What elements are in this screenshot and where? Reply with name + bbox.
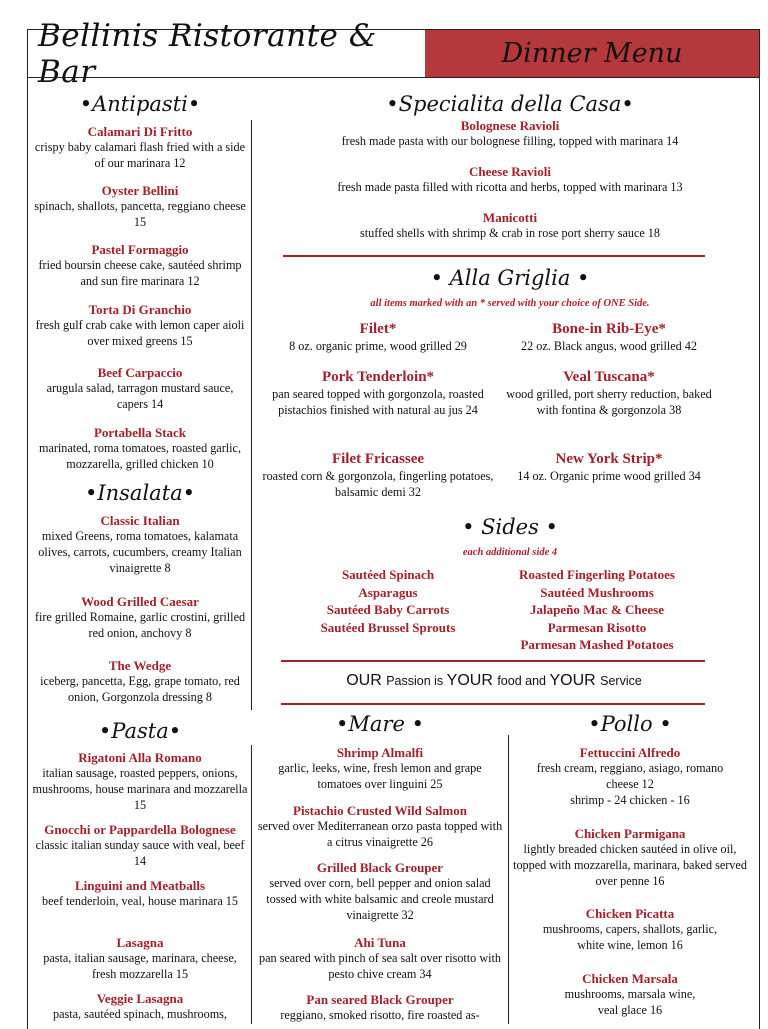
menu-item [496,320,722,354]
item-name: Fettuccini Alfredo [579,745,681,760]
item-name: Rigatoni Alla Romano [78,750,202,765]
item-desc: mushrooms, capers, shallots, garlic, white wine, lemon 16 [542,922,718,952]
mare-pollo-divider [508,735,509,1024]
item-name: Oyster Bellini [101,183,179,198]
menu-item [30,878,250,909]
side-item: Parmesan Mashed Potatoes [520,637,674,652]
item-desc: wood grilled, port sherry reduction, baked with fontina & gorgonzola 38 [506,387,712,417]
item-desc: pasta, sautéed spinach, mushrooms, [53,1007,227,1021]
item-desc: mushrooms, marsala wine, veal glace 16 [564,987,696,1017]
sides-title: • Sides • [462,515,558,539]
item-name: Chicken Picatta [585,906,675,921]
menu-item [510,745,750,808]
item-desc: classic italian sunday sauce with veal, beef 14 [35,838,245,868]
menu-item [30,822,250,869]
menu-item [30,513,250,576]
menu-item [30,991,250,1022]
menu-item [262,368,494,418]
menu-item [510,906,750,953]
item-desc: stuffed shells with shrimp & crab in rose port sherry sauce 18 [360,226,660,240]
menu-item [510,826,750,889]
item-name: Lasagna [116,935,164,950]
menu-label-banner: Dinner Menu [425,30,759,77]
section-divider [281,660,705,662]
menu-item [262,320,494,354]
item-desc: beef tenderloin, veal, house marinara 15 [42,894,238,908]
item-desc: garlic, leeks, wine, fresh lemon and grape tomatoes over linguini 25 [278,761,482,791]
menu-item [30,935,250,982]
item-desc: arugula salad, tarragon mustard sauce, capers 14 [46,381,234,411]
item-desc: reggiano, smoked risotto, fire roasted as- [280,1008,480,1022]
item-desc: fresh made pasta filled with ricotta and herbs, topped with marinara 13 [337,180,683,194]
restaurant-title: Bellinis Ristorante & Bar [38,17,377,90]
passion-tagline: OUR Passion is YOUR food and YOUR Service [346,672,642,689]
item-name: New York Strip* [555,451,663,467]
item-desc: fresh gulf crab cake with lemon caper aioli over mixed greens 15 [35,318,245,348]
menu-item [30,425,250,472]
item-name: The Wedge [108,658,172,673]
side-item: Sautéed Baby Carrots [326,602,450,617]
pollo-title: •Pollo • [588,712,672,736]
item-name: Ahi Tuna [354,935,406,950]
menu-item [260,164,760,195]
item-desc: served over corn, bell pepper and onion salad tossed with white balsamic and creole mustard vinaigrette 32 [266,876,494,922]
side-item: Jalapeño Mac & Cheese [530,602,664,617]
item-name: Torta Di Granchio [88,302,192,317]
side-item: Sautéed Spinach [341,567,435,582]
menu-item [30,124,250,171]
mare-title: •Mare • [336,712,424,736]
item-name: Chicken Parmigana [574,826,686,841]
item-desc: pasta, italian sausage, marinara, cheese, fresh mozzarella 15 [43,951,237,981]
item-desc: italian sausage, roasted peppers, onions, mushrooms, house marinara and mozzarella 15 [32,766,248,812]
item-desc: iceberg, pancetta, Egg, grape tomato, red onion, Gorgonzola dressing 8 [40,674,240,704]
item-desc: fresh cream, reggiano, asiago, romano cheese 12 [536,761,724,791]
item-name: Wood Grilled Caesar [81,594,199,609]
left-column-divider [251,120,252,710]
item-desc: spinach, shallots, pancetta, reggiano cheese 15 [34,199,246,229]
menu-item [255,745,505,792]
menu-item [496,450,722,484]
side-item: Roasted Fingerling Potatoes [519,567,675,582]
menu-item [255,992,505,1023]
item-name: Pastel Formaggio [91,242,189,257]
item-name: Chicken Marsala [582,971,678,986]
section-divider [283,255,705,257]
antipasti-title: •Antipasti• [79,92,201,116]
item-name: Beef Carpaccio [97,365,183,380]
sides-left-list [283,566,493,636]
menu-item [30,183,250,230]
item-name: Manicotti [482,210,538,225]
menu-item [510,971,750,1018]
item-desc: pan seared topped with gorgonzola, roasted pistachios finished with natural au jus 24 [272,387,484,417]
menu-item [30,594,250,641]
item-name: Veggie Lasagna [96,991,184,1006]
menu-item [255,860,505,923]
menu-item [255,935,505,982]
item-name: Classic Italian [100,513,180,528]
item-desc: pan seared with pinch of sea salt over risotto with pesto chive cream 34 [259,951,501,981]
item-desc: crispy baby calamari flash fried with a side of our marinara 12 [34,140,246,170]
item-desc: lightly breaded chicken sautéed in olive oil, topped with mozzarella, marinara, baked served over penne 16 [513,842,747,888]
sides-note: each additional side 4 [462,547,558,558]
item-desc: 22 oz. Black angus, wood grilled 42 [520,339,697,353]
item-name: Shrimp Almalfi [336,745,424,760]
item-name: Cheese Ravioli [469,164,551,179]
menu-item [30,658,250,705]
item-desc: marinated, roma tomatoes, roasted garlic, mozzarella, grilled chicken 10 [38,441,242,471]
item-name: Filet Fricassee [331,451,425,467]
item-name: Pan seared Black Grouper [306,992,454,1007]
item-name: Bolognese Ravioli [460,118,560,133]
menu-item [30,302,250,349]
side-item: Sautéed Brussel Sprouts [320,619,456,635]
item-desc: 14 oz. Organic prime wood grilled 34 [517,469,701,483]
section-divider [281,703,705,705]
item-name: Grilled Black Grouper [316,860,444,875]
header-divider [28,77,759,78]
item-desc: fire grilled Romaine, garlic crostini, grilled red onion, anchovy 8 [34,610,246,640]
item-name: Calamari Di Fritto [87,124,193,139]
item-name: Bone-in Rib-Eye* [552,321,666,337]
menu-item [30,242,250,289]
pasta-title: •Pasta• [98,719,182,743]
item-name: Gnocchi or Pappardella Bolognese [44,822,236,837]
menu-item [30,365,250,412]
menu-item [260,210,760,241]
item-name: Filet* [359,321,397,337]
item-desc: served over Mediterranean orzo pasta topped with a citrus vinaigrette 26 [257,819,503,849]
item-desc: roasted corn & gorgonzola, fingerling potatoes, balsamic demi 32 [262,469,494,499]
item-desc: fried boursin cheese cake, sautéed shrimp and sun fire marinara 12 [38,258,242,288]
item-name: Veal Tuscana* [563,369,655,385]
menu-item [496,368,722,418]
item-desc: mixed Greens, roma tomatoes, kalamata olives, carrots, cucumbers, creamy Italian vinaigrette 8 [38,529,242,575]
item-desc: 8 oz. organic prime, wood grilled 29 [289,339,467,353]
sides-right-list [490,566,704,654]
menu-item [255,803,505,850]
side-item: Parmesan Risotto [547,619,647,635]
item-name: Linguini and Meatballs [74,878,206,893]
specialita-title: •Specialita della Casa• [386,92,634,116]
side-item: Sautéed Mushrooms [540,584,654,600]
menu-item [260,118,760,149]
item-name: Portabella Stack [93,425,187,440]
menu-item [30,750,250,813]
left-column-divider-lower [251,745,252,1024]
menu-item [262,450,494,500]
item-desc-extra: shrimp - 24 chicken - 16 [570,793,690,807]
item-name: Pistachio Crusted Wild Salmon [293,803,467,818]
griglia-title: • Alla Griglia • [430,266,590,290]
insalata-title: •Insalata• [84,481,196,505]
item-desc: fresh made pasta with our bolognese filling, topped with marinara 14 [341,134,679,148]
griglia-note: all items marked with an * served with your choice of ONE Side. [370,298,650,309]
side-item: Asparagus [358,584,418,600]
item-name: Pork Tenderloin* [321,369,435,385]
